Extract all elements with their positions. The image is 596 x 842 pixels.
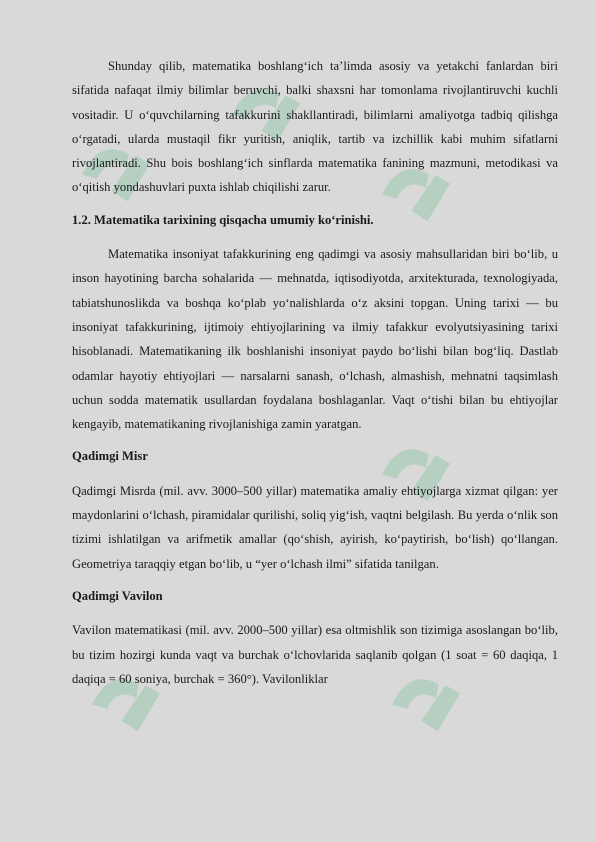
spacer — [72, 608, 558, 618]
subheading-egypt: Qadimgi Misr — [72, 449, 148, 464]
spacer — [72, 576, 558, 584]
spacer — [72, 469, 558, 479]
section-heading: 1.2. Matematika tarixining qisqacha umumiy ko‘rinishi. — [72, 212, 374, 227]
subheading-babylon: Qadimgi Vavilon — [72, 588, 163, 603]
paragraph-babylon: Vavilon matematikasi (mil. avv. 2000–500 yillar) esa oltmishlik son tizimiga asoslangan bo‘lib, bu tizim hozirgi kunda vaqt va burchak o‘lchovlarida saqlanib qolgan (1 soat = 60 daqiqa, 1 daqiqa = 60 soniya, burchak = 360°). Vavilonliklar — [72, 623, 558, 686]
paragraph-history: Matematika insoniyat tafakkurining eng qadimgi va asosiy mahsullaridan biri bo‘lib, u inson hayotining barcha sohalarida — mehnatda, iqtisodiyotda, arxitekturada, texnologiyada, tabiatshunoslikda va boshqa ko‘plab yo‘nalishlarda o‘z aksini topgan. Uning tarixi — bu insoniyat tafakkurining, ijtimoiy ehtiyojlarining va ilmiy tafakkur evolyutsiyasining tarixi hisoblanadi. Matematikaning ilk boshlanishi insoniyat paydo bo‘lishi bilan bog‘liq. Dastlab odamlar hayotiy ehtiyojlari — narsalarni sanash, o‘lchash, almashish, mehnatni taqsimlash uchun sodda matematik usullardan foydalana boshlaganlar. Vaqt o‘tishi bilan bu ehtiyojlar kengayib, matematikaning rivojlanishiga zamin yaratgan. — [72, 247, 558, 432]
paragraph-intro: Shunday qilib, matematika boshlang‘ich ta’limda asosiy va yetakchi fanlardan biri sifatida nafaqat ilmiy bilimlar beruvchi, balki shaxsni har tomonlama rivojlantiruvchi kuchli vositadir. U o‘quvchilarning tafakkurini shakllantiradi, bilimlarni amaliyotga tadbiq qilishga o‘rgatadi, ularda mustaqil fikr yuritish, aniqlik, tartib va izchillik kabi muhim sifatlarni rivojlantiradi. Shu bois boshlang‘ich sinflarda matematika fanining mazmuni, metodikasi va o‘qitish yondashuvlari puxta ishlab chiqilishi zarur. — [72, 59, 558, 195]
document-body — [72, 54, 558, 691]
spacer — [72, 232, 558, 242]
paragraph-egypt: Qadimgi Misrda (mil. avv. 3000–500 yillar) matematika amaliy ehtiyojlarga xizmat qilgan: yer maydonlarini o‘lchash, piramidalar qurilishi, soliq yig‘ish, vaqtni belgilash. Bu yerda o‘nlik son tizimi ishlatilgan va arifmetik amallar (qo‘shish, ayirish, ko‘paytirish, bo‘lish) qo‘llangan. Geometriya taraqqiy etgan bo‘lib, u “yer o‘lchash ilmi” sifatida tanilgan. — [72, 483, 558, 571]
spacer — [72, 200, 558, 208]
spacer — [72, 436, 558, 444]
